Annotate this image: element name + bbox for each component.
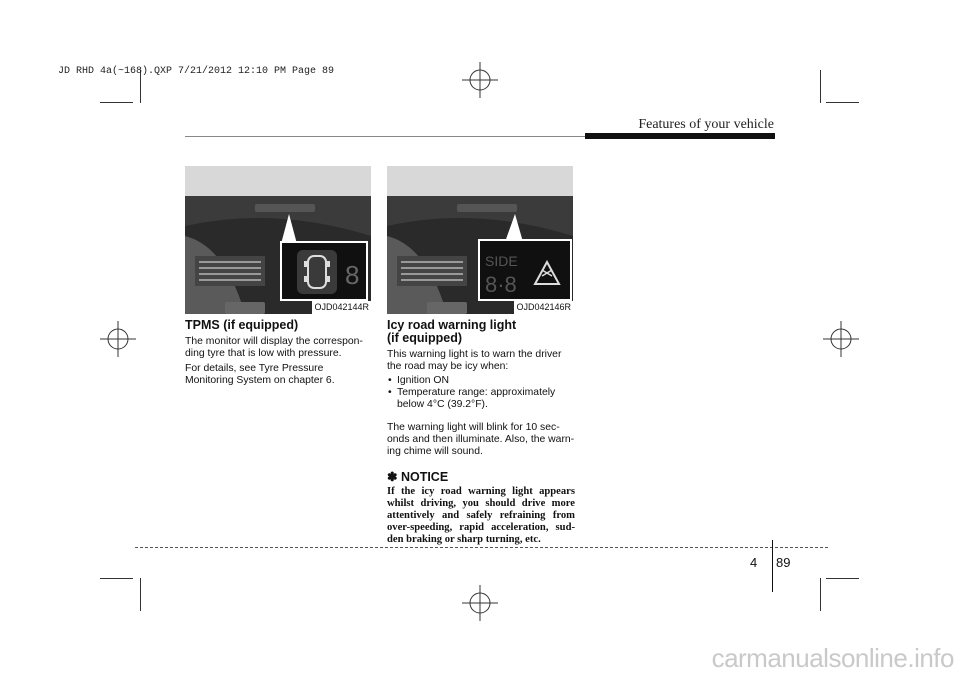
icy-heading-line-1: Icy road warning light [387,318,517,332]
list-item: • Temperature range: approximately below 4°C (39.2°F). [387,387,575,411]
header-rule-bar [585,133,775,139]
figure-code: OJD042144R [314,302,369,312]
icy-blink-text: The warning light will blink for 10 sec-onds and then illuminate. Also, the warn-ing chime will sound. [387,422,575,457]
icy-road-photo [387,166,573,314]
icy-conditions-list [387,375,575,411]
tpms-heading: TPMS (if equipped) [185,318,299,332]
section-title: Features of your vehicle [638,117,774,132]
footer-divider [772,540,773,592]
tpms-paragraph-2: For details, see Tyre Pressure Monitoring System on chapter 6. [185,363,335,386]
registration-mark-right [823,321,859,357]
registration-mark-left [100,321,136,357]
icy-intro: This warning light is to warn the driver the road may be icy when: [387,349,562,372]
svg-text:SIDE: SIDE [485,253,518,269]
registration-mark-bottom [462,585,498,621]
print-slug: JD RHD 4a(~168).QXP 7/21/2012 12:10 PM Page 89 [58,66,335,77]
registration-mark-top [462,62,498,98]
tpms-section [185,319,373,387]
svg-text:8·8: 8·8 [485,272,517,297]
icy-road-section [387,319,575,546]
tpms-paragraph-1: The monitor will display the correspon-ding tyre that is low with pressure. [185,336,363,359]
list-item: • Ignition ON [387,375,575,387]
watermark: carmanualsonline.info [711,643,954,673]
chapter-number: 4 [750,555,758,570]
page-number: 89 [776,555,791,570]
notice-title: ✽ NOTICE [387,470,449,484]
svg-text:8: 8 [345,260,360,290]
icy-heading-line-2: (if equipped) [387,331,462,345]
notice-body: If the icy road warning light appears whilst driving, you should drive more attentively and safely refraining from over-speeding, rapid acceleration, sud-den braking or sharp turning, etc. [387,486,575,545]
tpms-photo [185,166,371,314]
figure-code: OJD042146R [516,302,571,312]
footer-rule [135,547,828,548]
